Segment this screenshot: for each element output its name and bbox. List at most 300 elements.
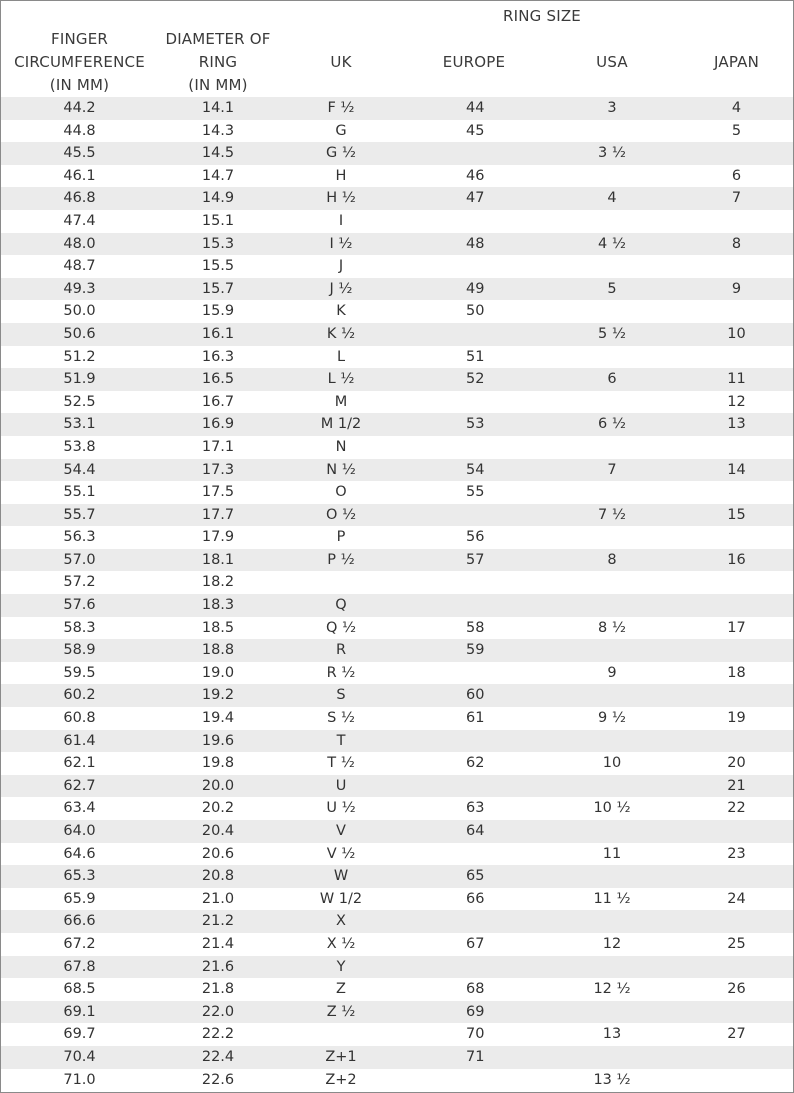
- usa-size-cell: [544, 1046, 680, 1069]
- japan-size-cell: 10: [727, 325, 746, 342]
- japan-size-cell: [680, 255, 793, 278]
- usa-size-cell: 11: [602, 845, 622, 862]
- diameter-cell: 17.7: [201, 506, 235, 523]
- japan-size-cell: [680, 956, 793, 979]
- europe-size-cell: 54: [466, 461, 485, 478]
- circumference-cell: 48.0: [63, 235, 96, 252]
- diameter-cell: 19.4: [201, 710, 235, 727]
- europe-size-cell: 61: [466, 710, 485, 727]
- diameter-cell: 15.9: [201, 303, 235, 320]
- europe-size-cell: [404, 255, 544, 278]
- circumference-cell: 56.3: [63, 529, 96, 546]
- europe-size-cell: 50: [466, 303, 485, 320]
- usa-size-cell: 10 ½: [593, 800, 631, 817]
- header-circumference-line-2: CIRCUMFERENCE: [14, 53, 145, 71]
- japan-size-cell: [680, 1001, 793, 1024]
- europe-size-cell: [404, 142, 544, 165]
- uk-size-cell: V ½: [326, 845, 356, 862]
- europe-size-cell: [404, 571, 544, 594]
- uk-size-cell: R: [335, 642, 347, 659]
- circumference-cell: 61.4: [63, 732, 96, 749]
- usa-size-cell: [544, 210, 680, 233]
- usa-size-cell: [544, 120, 680, 143]
- europe-size-cell: 60: [466, 687, 485, 704]
- header-diameter-line-1: DIAMETER OF: [165, 30, 271, 48]
- table-row: [1, 165, 793, 188]
- europe-size-cell: 47: [466, 190, 485, 207]
- uk-size-cell: I: [338, 212, 344, 229]
- usa-size-cell: 3: [607, 100, 617, 116]
- table-row: [1, 1046, 793, 1069]
- circumference-cell: 57.0: [63, 551, 96, 568]
- circumference-cell: 64.6: [63, 845, 96, 862]
- japan-size-cell: 11: [727, 371, 746, 388]
- circumference-cell: 69.7: [63, 1026, 96, 1043]
- diameter-cell: 20.8: [201, 868, 235, 885]
- japan-size-cell: [680, 1069, 793, 1092]
- uk-size-cell: M: [334, 393, 348, 410]
- diameter-cell: 20.0: [201, 777, 235, 794]
- diameter-cell: 14.1: [201, 100, 235, 116]
- uk-size-cell: N ½: [326, 461, 356, 478]
- header-diameter-line-3: (IN MM): [188, 76, 248, 94]
- japan-size-cell: [680, 910, 793, 933]
- diameter-cell: 21.4: [201, 935, 235, 952]
- table-row: [1, 210, 793, 233]
- table-row: [1, 97, 793, 120]
- circumference-cell: 51.9: [63, 371, 96, 388]
- japan-size-cell: [680, 142, 793, 165]
- circumference-cell: 50.0: [63, 303, 96, 320]
- circumference-cell: 67.8: [63, 958, 96, 975]
- uk-size-cell: O ½: [325, 506, 357, 523]
- table-row: [1, 865, 793, 888]
- circumference-cell: 65.3: [63, 868, 96, 885]
- europe-size-cell: [404, 843, 544, 866]
- table-row: [1, 504, 793, 527]
- europe-size-cell: [404, 956, 544, 979]
- uk-size-cell: T: [336, 732, 346, 749]
- uk-size-cell: Q ½: [325, 619, 357, 636]
- diameter-cell: 18.8: [201, 642, 235, 659]
- diameter-cell: 17.1: [201, 438, 235, 455]
- japan-size-cell: 5: [731, 122, 742, 139]
- europe-size-cell: [404, 210, 544, 233]
- table-row: [1, 120, 793, 143]
- diameter-cell: 21.6: [201, 958, 235, 975]
- uk-size-cell: P ½: [327, 551, 355, 568]
- japan-size-cell: [680, 820, 793, 843]
- uk-size-cell: Y: [336, 958, 346, 975]
- uk-size-cell: Z: [336, 981, 346, 998]
- japan-size-cell: 13: [727, 416, 746, 433]
- table-row: [1, 323, 793, 346]
- japan-size-cell: 27: [727, 1026, 746, 1043]
- usa-size-cell: 13 ½: [593, 1071, 631, 1088]
- usa-size-cell: 12 ½: [593, 981, 631, 998]
- europe-size-cell: 56: [466, 529, 485, 546]
- usa-size-cell: [544, 255, 680, 278]
- diameter-cell: 16.1: [201, 325, 235, 342]
- europe-size-cell: 59: [466, 642, 485, 659]
- japan-size-cell: [680, 571, 793, 594]
- europe-size-cell: 62: [466, 755, 485, 772]
- uk-size-cell: J ½: [329, 280, 353, 297]
- usa-size-cell: [544, 865, 680, 888]
- table-row: [1, 549, 793, 572]
- usa-size-cell: [544, 910, 680, 933]
- japan-size-cell: 12: [727, 393, 746, 410]
- europe-size-cell: 70: [466, 1026, 485, 1043]
- diameter-cell: 19.2: [201, 687, 235, 704]
- europe-size-cell: 64: [466, 823, 485, 839]
- usa-size-cell: 12: [602, 935, 622, 952]
- usa-size-cell: [544, 391, 680, 414]
- table-row: [1, 594, 793, 617]
- table-row: [1, 391, 793, 414]
- diameter-cell: 20.6: [201, 845, 235, 862]
- usa-size-cell: [544, 346, 680, 369]
- usa-size-cell: 4 ½: [598, 235, 626, 252]
- japan-size-cell: 8: [731, 235, 742, 252]
- diameter-cell: 17.9: [201, 529, 235, 546]
- table-row: [1, 368, 793, 391]
- japan-size-cell: 24: [727, 890, 746, 907]
- table-row: [1, 707, 793, 730]
- uk-size-cell: I ½: [329, 235, 353, 252]
- table-row: [1, 843, 793, 866]
- uk-size-cell: R ½: [326, 664, 356, 681]
- europe-size-cell: 48: [466, 235, 485, 252]
- japan-size-cell: [680, 481, 793, 504]
- circumference-cell: 66.6: [63, 913, 96, 930]
- usa-size-cell: [544, 300, 680, 323]
- header-diameter-line-2: RING: [198, 53, 238, 71]
- header-japan: JAPAN: [714, 53, 759, 71]
- uk-size-cell: X ½: [326, 935, 356, 952]
- diameter-cell: 15.7: [201, 280, 235, 297]
- usa-size-cell: [544, 684, 680, 707]
- diameter-cell: 16.3: [201, 348, 235, 365]
- europe-size-cell: 69: [466, 1003, 485, 1020]
- table-row: [1, 459, 793, 482]
- uk-size-cell: X: [336, 913, 346, 930]
- circumference-cell: 49.3: [63, 280, 96, 297]
- europe-size-cell: 66: [466, 890, 485, 907]
- table-row: [1, 346, 793, 369]
- usa-size-cell: [544, 639, 680, 662]
- circumference-cell: 55.1: [63, 484, 96, 501]
- uk-size-cell: N: [335, 438, 347, 455]
- circumference-cell: 71.0: [63, 1071, 96, 1088]
- circumference-cell: 46.1: [63, 167, 96, 184]
- size-table-body: [1, 97, 793, 1091]
- usa-size-cell: [544, 775, 680, 798]
- japan-size-cell: [680, 594, 793, 617]
- circumference-cell: 53.1: [63, 416, 96, 433]
- europe-size-cell: [404, 323, 544, 346]
- europe-size-cell: 52: [466, 371, 485, 388]
- europe-size-cell: 71: [466, 1048, 485, 1065]
- table-row: [1, 662, 793, 685]
- usa-size-cell: [544, 571, 680, 594]
- diameter-cell: 22.2: [201, 1026, 235, 1043]
- circumference-cell: 63.4: [63, 800, 96, 817]
- circumference-cell: 58.3: [63, 619, 96, 636]
- circumference-cell: 45.5: [63, 145, 96, 162]
- uk-size-cell: [278, 571, 404, 594]
- table-row: [1, 797, 793, 820]
- circumference-cell: 51.2: [63, 348, 96, 365]
- table-row: [1, 820, 793, 843]
- circumference-cell: 50.6: [63, 325, 96, 342]
- circumference-cell: 68.5: [63, 981, 96, 998]
- japan-size-cell: [680, 346, 793, 369]
- japan-size-cell: [680, 865, 793, 888]
- europe-size-cell: 55: [466, 484, 485, 501]
- usa-size-cell: 8: [607, 551, 617, 568]
- table-row: [1, 639, 793, 662]
- circumference-cell: 67.2: [63, 935, 96, 952]
- table-row: [1, 978, 793, 1001]
- diameter-cell: 20.4: [201, 823, 235, 839]
- circumference-cell: 52.5: [63, 393, 96, 410]
- circumference-cell: 53.8: [63, 438, 96, 455]
- usa-size-cell: [544, 436, 680, 459]
- europe-size-cell: [404, 436, 544, 459]
- europe-size-cell: [404, 504, 544, 527]
- table-row: [1, 775, 793, 798]
- usa-size-cell: 4: [607, 190, 617, 207]
- europe-size-cell: 57: [466, 551, 485, 568]
- table-row: [1, 187, 793, 210]
- uk-size-cell: S: [336, 687, 346, 704]
- uk-size-cell: H: [335, 167, 347, 184]
- usa-size-cell: 6 ½: [598, 416, 626, 433]
- table-row: [1, 571, 793, 594]
- table-row: [1, 255, 793, 278]
- usa-size-cell: [544, 594, 680, 617]
- usa-size-cell: 5: [607, 280, 617, 297]
- table-row: [1, 526, 793, 549]
- europe-size-cell: 58: [466, 619, 485, 636]
- japan-size-cell: 7: [731, 190, 742, 207]
- usa-size-cell: [544, 481, 680, 504]
- table-row: [1, 1069, 793, 1092]
- table-row: [1, 684, 793, 707]
- table-row: [1, 481, 793, 504]
- usa-size-cell: 9 ½: [598, 710, 626, 727]
- diameter-cell: 20.2: [201, 800, 235, 817]
- japan-size-cell: [680, 300, 793, 323]
- diameter-cell: 14.9: [201, 190, 235, 207]
- table-row: [1, 300, 793, 323]
- circumference-cell: 65.9: [63, 890, 96, 907]
- diameter-cell: 18.5: [201, 619, 235, 636]
- diameter-cell: 15.3: [201, 235, 235, 252]
- japan-size-cell: 4: [731, 100, 742, 116]
- japan-size-cell: 15: [727, 506, 746, 523]
- usa-size-cell: 9: [607, 664, 617, 681]
- europe-size-cell: 51: [466, 348, 485, 365]
- usa-size-cell: [544, 730, 680, 753]
- header-uk: UK: [330, 53, 352, 71]
- circumference-cell: 64.0: [63, 823, 96, 839]
- europe-size-cell: 63: [466, 800, 485, 817]
- table-row: [1, 1001, 793, 1024]
- diameter-cell: 18.1: [201, 551, 235, 568]
- uk-size-cell: V: [336, 823, 346, 839]
- uk-size-cell: W: [333, 868, 349, 885]
- japan-size-cell: 21: [727, 777, 746, 794]
- diameter-cell: 16.7: [201, 393, 235, 410]
- circumference-cell: 70.4: [63, 1048, 96, 1065]
- table-row: [1, 730, 793, 753]
- europe-size-cell: [404, 730, 544, 753]
- uk-size-cell: W 1/2: [319, 890, 363, 907]
- table-row: [1, 956, 793, 979]
- uk-size-cell: G ½: [326, 145, 356, 162]
- uk-size-cell: U: [335, 777, 347, 794]
- diameter-cell: 18.3: [201, 597, 235, 614]
- diameter-cell: 21.8: [201, 981, 235, 998]
- diameter-cell: 14.3: [201, 122, 235, 139]
- japan-size-cell: [680, 210, 793, 233]
- diameter-cell: 19.6: [201, 732, 235, 749]
- uk-size-cell: M 1/2: [320, 416, 362, 433]
- diameter-cell: 17.3: [201, 461, 235, 478]
- uk-size-cell: P: [336, 529, 346, 546]
- circumference-cell: 47.4: [63, 212, 96, 229]
- europe-size-cell: 46: [466, 167, 485, 184]
- circumference-cell: 62.1: [63, 755, 96, 772]
- table-row: [1, 436, 793, 459]
- europe-size-cell: 45: [466, 122, 485, 139]
- europe-size-cell: [404, 594, 544, 617]
- header-finger-circumference: [1, 28, 158, 97]
- table-row: [1, 752, 793, 775]
- header-usa: USA: [596, 53, 628, 71]
- usa-size-cell: 5 ½: [598, 325, 626, 342]
- europe-size-cell: 65: [466, 868, 485, 885]
- circumference-cell: 46.8: [63, 190, 96, 207]
- diameter-cell: 15.5: [201, 258, 235, 275]
- table-row: [1, 888, 793, 911]
- uk-size-cell: Z+1: [325, 1048, 357, 1065]
- japan-size-cell: 19: [727, 710, 746, 727]
- usa-size-cell: [544, 526, 680, 549]
- uk-size-cell: U ½: [326, 800, 356, 817]
- japan-size-cell: [680, 1046, 793, 1069]
- table-row: [1, 142, 793, 165]
- diameter-cell: 14.7: [201, 167, 235, 184]
- europe-size-cell: [404, 1069, 544, 1092]
- header-ring-size: RING SIZE: [503, 7, 581, 25]
- usa-size-cell: 7: [607, 461, 617, 478]
- diameter-cell: 21.2: [201, 913, 235, 930]
- japan-size-cell: 20: [727, 755, 746, 772]
- circumference-cell: 44.2: [63, 100, 96, 116]
- japan-size-cell: [680, 526, 793, 549]
- header-europe: EUROPE: [442, 53, 506, 71]
- table-row: [1, 617, 793, 640]
- uk-size-cell: H ½: [326, 190, 356, 207]
- header-circumference-line-3: (IN MM): [49, 76, 110, 94]
- header-ring-diameter: [158, 28, 278, 97]
- diameter-cell: 14.5: [201, 145, 235, 162]
- circumference-cell: 54.4: [63, 461, 96, 478]
- usa-size-cell: [544, 820, 680, 843]
- circumference-cell: 57.6: [63, 597, 96, 614]
- usa-size-cell: 11 ½: [593, 890, 631, 907]
- usa-size-cell: [544, 165, 680, 188]
- diameter-cell: 15.1: [201, 212, 235, 229]
- circumference-cell: 59.5: [63, 664, 96, 681]
- uk-size-cell: F ½: [327, 100, 355, 116]
- table-row: [1, 278, 793, 301]
- usa-size-cell: 8 ½: [598, 619, 626, 636]
- circumference-cell: 44.8: [63, 122, 96, 139]
- europe-size-cell: 68: [466, 981, 485, 998]
- table-row: [1, 413, 793, 436]
- japan-size-cell: 18: [727, 664, 746, 681]
- circumference-cell: 57.2: [63, 574, 96, 591]
- circumference-cell: 58.9: [63, 642, 96, 659]
- europe-size-cell: 53: [466, 416, 485, 433]
- japan-size-cell: 26: [727, 981, 746, 998]
- uk-size-cell: L ½: [327, 371, 355, 388]
- diameter-cell: 22.4: [201, 1048, 235, 1065]
- circumference-cell: 60.2: [63, 687, 96, 704]
- diameter-cell: 17.5: [201, 484, 235, 501]
- circumference-cell: 62.7: [63, 777, 96, 794]
- japan-size-cell: 16: [727, 551, 746, 568]
- circumference-cell: 69.1: [63, 1003, 96, 1020]
- uk-size-cell: S ½: [327, 710, 355, 727]
- usa-size-cell: 7 ½: [598, 506, 626, 523]
- uk-size-cell: Z+2: [325, 1071, 357, 1088]
- europe-size-cell: 67: [466, 935, 485, 952]
- japan-size-cell: [680, 436, 793, 459]
- diameter-cell: 16.9: [201, 416, 235, 433]
- japan-size-cell: 14: [727, 461, 746, 478]
- uk-size-cell: Z ½: [326, 1003, 356, 1020]
- table-row: [1, 933, 793, 956]
- europe-size-cell: [404, 775, 544, 798]
- uk-size-cell: K ½: [326, 325, 356, 342]
- diameter-cell: 16.5: [201, 371, 235, 388]
- uk-size-cell: Q: [335, 597, 347, 614]
- circumference-cell: 48.7: [63, 258, 96, 275]
- japan-size-cell: 22: [727, 800, 746, 817]
- uk-size-cell: O: [335, 484, 347, 501]
- uk-size-cell: L: [336, 348, 346, 365]
- uk-size-cell: [278, 1023, 404, 1046]
- japan-size-cell: 6: [731, 167, 742, 184]
- uk-size-cell: J: [338, 258, 344, 275]
- diameter-cell: 18.2: [201, 574, 235, 591]
- circumference-cell: 55.7: [63, 506, 96, 523]
- diameter-cell: 19.0: [201, 664, 235, 681]
- table-row: [1, 910, 793, 933]
- diameter-cell: 19.8: [201, 755, 235, 772]
- uk-size-cell: T ½: [327, 755, 355, 772]
- japan-size-cell: [680, 639, 793, 662]
- europe-size-cell: [404, 391, 544, 414]
- uk-size-cell: K: [336, 303, 346, 320]
- europe-size-cell: [404, 662, 544, 685]
- circumference-cell: 60.8: [63, 710, 96, 727]
